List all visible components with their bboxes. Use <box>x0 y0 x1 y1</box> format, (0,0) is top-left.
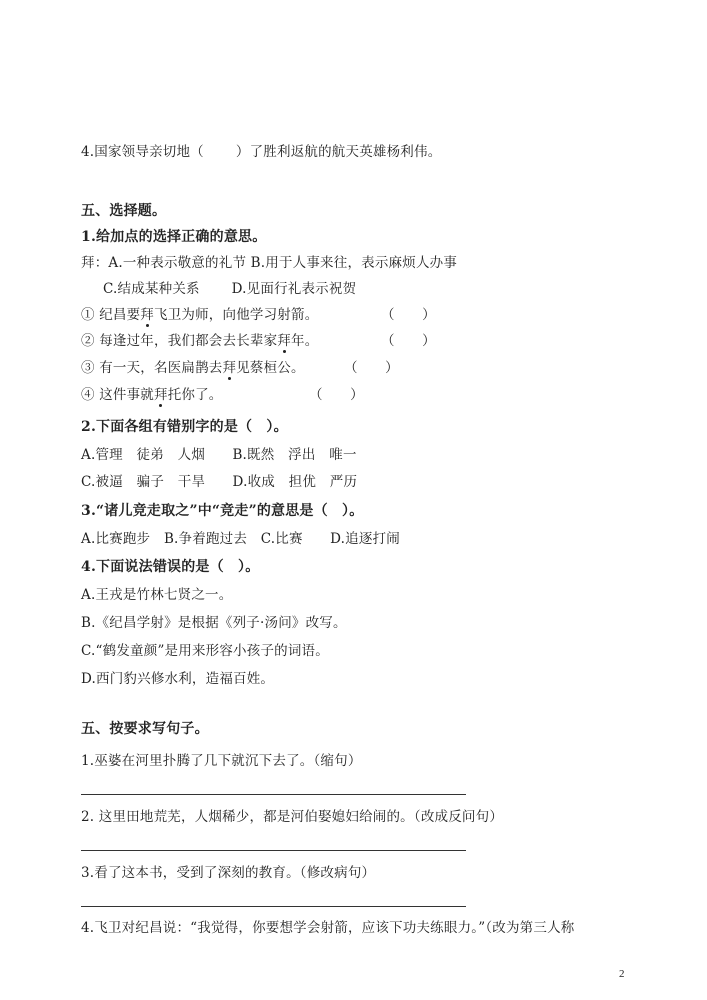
q1-item-2-post: 年。 <box>291 333 319 349</box>
dotted-char: 拜 <box>154 387 168 403</box>
sentence-task-3: 3.看了这本书，受到了深刻的教育。（修改病句） <box>81 865 376 881</box>
answer-paren: （ ） <box>309 387 364 403</box>
answer-paren: （ ） <box>344 360 399 376</box>
page-number: 2 <box>619 968 625 980</box>
q4-option-d: D.西门豹兴修水利，造福百姓。 <box>81 671 275 687</box>
question-4-title: 4.下面说法错误的是（ ）。 <box>81 559 260 575</box>
answer-line-1[interactable] <box>81 794 466 795</box>
section-heading-sentences: 五、按要求写句子。 <box>81 721 209 737</box>
q1-item-4-pre: ④ 这件事就 <box>81 387 154 403</box>
section-heading-choice: 五、选择题。 <box>81 203 167 219</box>
dotted-char: 拜 <box>140 307 154 323</box>
q4-option-b: B.《纪昌学射》是根据《列子·汤问》改写。 <box>81 615 347 631</box>
fill-blank-item-4 <box>81 143 441 161</box>
q1-item-3-post: 见蔡桓公。 <box>236 360 305 376</box>
sentence-task-4: 4.飞卫对纪昌说：“我觉得，你要想学会射箭，应该下功夫练眼力。”（改为第三人称 <box>81 920 575 936</box>
answer-line-2[interactable] <box>81 850 466 851</box>
dotted-char: 拜 <box>222 360 237 376</box>
q1-item-1-post: 飞卫为师，向他学习射箭。 <box>154 307 319 323</box>
q4-option-a: A.王戎是竹林七贤之一。 <box>81 587 233 603</box>
definition-line-1: 拜：A.一种表示敬意的礼节 B.用于人事来往，表示麻烦人办事 <box>81 255 458 271</box>
q1-item-2 <box>81 332 436 350</box>
q3-options: A.比赛跑步 B.争着跑过去 C.比赛 D.追逐打闹 <box>81 531 400 547</box>
fill-blank-text-b: ）了胜利返航的航天英雄杨利伟。 <box>235 144 442 160</box>
q1-item-4 <box>81 386 364 404</box>
q1-item-3 <box>81 359 399 377</box>
dotted-char: 拜 <box>277 333 291 349</box>
sentence-task-1: 1.巫婆在河里扑腾了几下就沉下去了。（缩句） <box>81 753 362 769</box>
q1-item-4-post: 托你了。 <box>167 387 223 403</box>
question-3-title: 3.“诸儿竞走取之”中“竞走”的意思是（ ）。 <box>81 503 364 519</box>
definition-line-2: C.结成某种关系 D.见面行礼表示祝贺 <box>103 281 357 297</box>
q1-item-1 <box>81 306 436 324</box>
answer-paren: （ ） <box>381 333 436 349</box>
q1-item-1-pre: ① 纪昌要 <box>81 307 141 323</box>
q1-item-3-pre: ③ 有一天，名医扁鹊去 <box>81 360 223 376</box>
q2-options-row-2: C.被逼 骗子 干旱 D.收成 担优 严历 <box>81 474 358 490</box>
answer-line-3[interactable] <box>81 906 466 907</box>
question-2-title: 2.下面各组有错别字的是（ ）。 <box>81 419 288 435</box>
answer-paren: （ ） <box>381 307 436 323</box>
question-1-title: 1.给加点的选择正确的意思。 <box>81 229 267 245</box>
q1-item-2-pre: ② 每逢过年，我们都会去长辈家 <box>81 333 278 349</box>
fill-blank-text-a: 4.国家领导亲切地（ <box>81 144 204 160</box>
sentence-task-2: 2. 这里田地荒芜，人烟稀少，都是河伯娶媳妇给闹的。（改成反问句） <box>81 809 504 825</box>
q2-options-row-1: A.管理 徒弟 人烟 B.既然 浮出 唯一 <box>81 447 357 463</box>
q4-option-c: C.“鹤发童颜”是用来形容小孩子的词语。 <box>81 643 329 659</box>
